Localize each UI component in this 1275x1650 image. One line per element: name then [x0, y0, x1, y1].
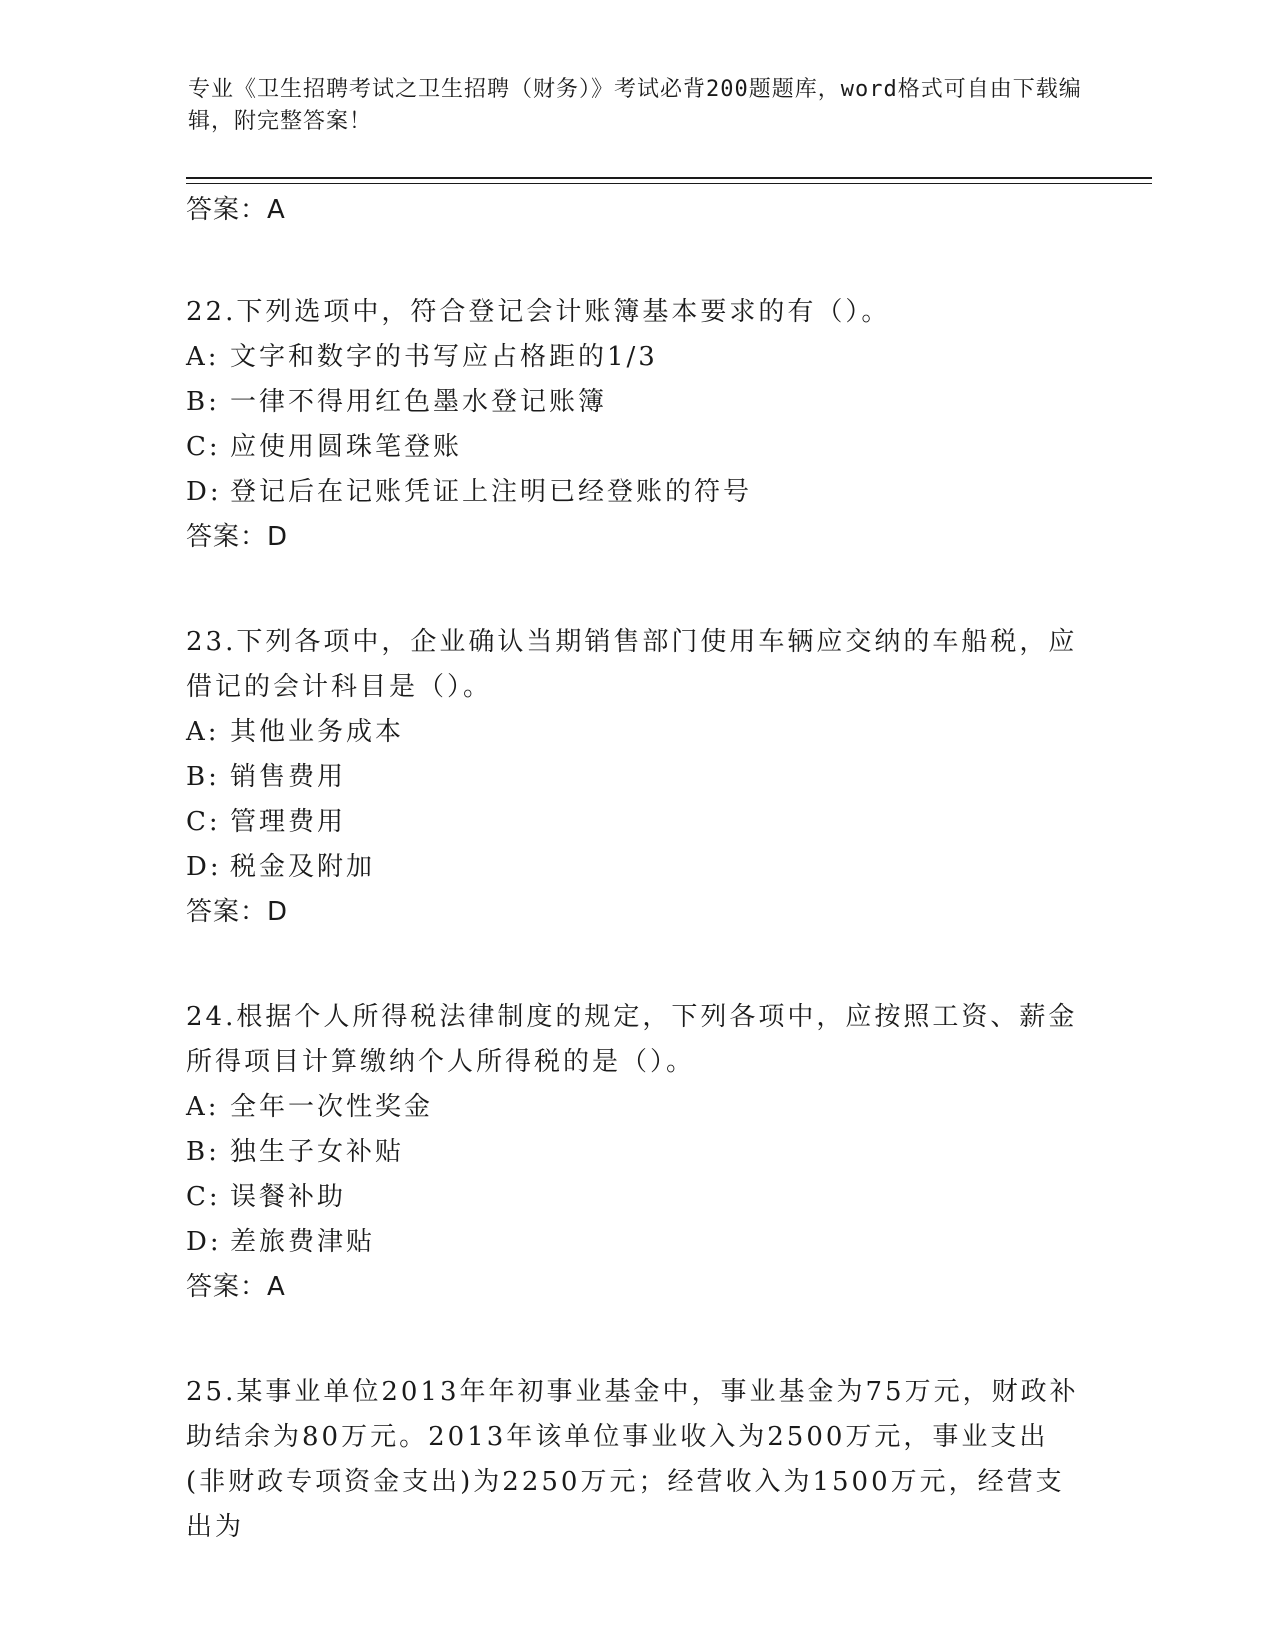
option-letter: D:	[186, 1227, 222, 1257]
answer-line: 答案：D	[186, 522, 289, 552]
question-stem: 22.下列选项中，符合登记会计账簿基本要求的有（）。	[186, 297, 891, 327]
header-divider-thick	[186, 177, 1152, 179]
option-text: 应使用圆珠笔登账	[230, 432, 463, 462]
question-list	[186, 188, 1086, 1550]
option-b	[186, 1130, 1086, 1175]
option-text: 税金及附加	[230, 852, 376, 882]
option-letter: C:	[186, 1182, 221, 1212]
option-letter: A:	[186, 717, 220, 747]
option-d	[186, 1220, 1086, 1265]
option-text: 文字和数字的书写应占格距的1/3	[230, 342, 658, 372]
option-a	[186, 710, 1086, 755]
option-text: 销售费用	[230, 762, 347, 792]
option-d	[186, 470, 1086, 515]
option-letter: B:	[186, 387, 220, 417]
option-d	[186, 845, 1086, 890]
answer-line: 答案：A	[186, 195, 286, 225]
option-c	[186, 1175, 1086, 1220]
option-text: 管理费用	[230, 807, 347, 837]
option-c	[186, 800, 1086, 845]
option-letter: D:	[186, 477, 222, 507]
question-stem: 24.根据个人所得税法律制度的规定，下列各项中，应按照工资、薪金所得项目计算缴纳个人所得税的是（）。	[186, 1002, 1078, 1077]
question-stem: 25.某事业单位2013年年初事业基金中，事业基金为75万元，财政补助结余为80万元。2013年该单位事业收入为2500万元，事业支出(非财政专项资金支出)为2250万元；经营收入为1500万元，经营支出为	[186, 1377, 1079, 1542]
option-a	[186, 335, 1086, 380]
option-text: 误餐补助	[230, 1182, 347, 1212]
question-stem: 23.下列各项中，企业确认当期销售部门使用车辆应交纳的车船税，应借记的会计科目是（）。	[186, 627, 1078, 702]
option-b	[186, 380, 1086, 425]
option-letter: B:	[186, 762, 220, 792]
question-item	[186, 620, 1086, 935]
question-item	[186, 1370, 1086, 1550]
question-item	[186, 995, 1086, 1310]
option-letter: C:	[186, 807, 221, 837]
document-header: 专业《卫生招聘考试之卫生招聘（财务）》考试必背200题题库，word格式可自由下载编辑，附完整答案！	[188, 77, 1082, 134]
option-text: 其他业务成本	[230, 717, 405, 747]
option-letter: A:	[186, 1092, 220, 1122]
option-text: 差旅费津贴	[230, 1227, 376, 1257]
question-item	[186, 290, 1086, 560]
option-text: 全年一次性奖金	[230, 1092, 434, 1122]
option-letter: A:	[186, 342, 220, 372]
option-c	[186, 425, 1086, 470]
option-letter: B:	[186, 1137, 220, 1167]
option-letter: D:	[186, 852, 222, 882]
option-letter: C:	[186, 432, 221, 462]
answer-line: 答案：D	[186, 897, 289, 927]
option-a	[186, 1085, 1086, 1130]
option-text: 独生子女补贴	[230, 1137, 405, 1167]
header-divider-thin	[186, 183, 1152, 184]
option-b	[186, 755, 1086, 800]
option-text: 登记后在记账凭证上注明已经登账的符号	[230, 477, 753, 507]
answer-line: 答案：A	[186, 1272, 286, 1302]
option-text: 一律不得用红色墨水登记账簿	[230, 387, 608, 417]
